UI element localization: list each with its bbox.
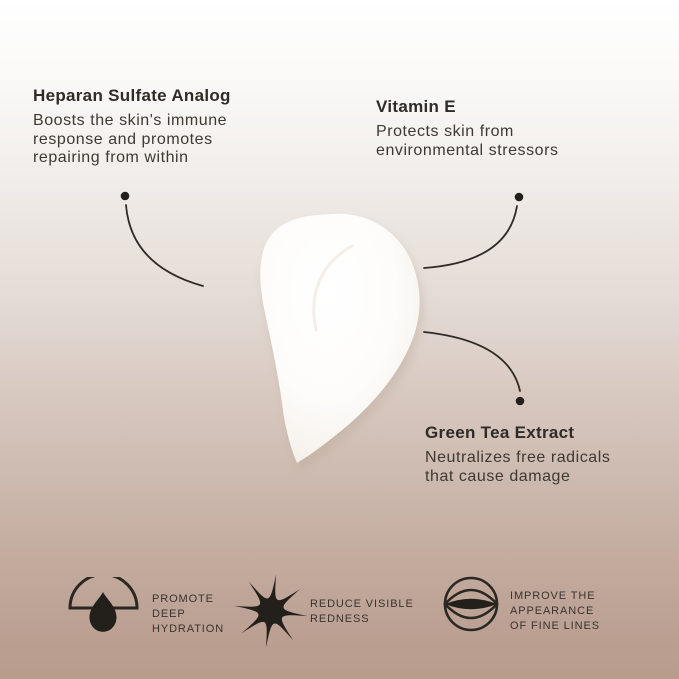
callout-line: Neutralizes free radicals <box>425 449 611 466</box>
callout-line: Boosts the skin's immune <box>33 112 228 129</box>
callout-title: Green Tea Extract <box>425 423 575 442</box>
benefit-label-line: APPEARANCE <box>510 605 595 617</box>
benefit-label-line: IMPROVE THE <box>510 590 596 602</box>
callout-title: Vitamin E <box>376 97 456 116</box>
callout-green-tea-extract <box>425 423 610 486</box>
heparan-connector-line <box>126 205 203 286</box>
benefit-label-fine-lines <box>510 589 600 634</box>
callout-line: that cause damage <box>425 467 571 485</box>
callout-line: response and promotes <box>33 130 213 148</box>
cream-swatch <box>260 214 419 463</box>
vitamin-e-connector-line <box>424 206 517 268</box>
vitamin-e-callout-dot <box>515 193 524 202</box>
benefit-label-redness <box>310 597 414 627</box>
benefit-label-line: OF FINE LINES <box>510 620 600 632</box>
benefit-label-line: PROMOTE <box>152 593 214 605</box>
benefit-label-line: REDNESS <box>310 613 370 625</box>
hydration-droplet-icon <box>66 577 141 643</box>
callout-line: repairing from within <box>33 149 189 166</box>
callout-line: Protects skin from <box>376 123 514 140</box>
benefit-label-hydration <box>152 592 224 637</box>
heparan-callout-dot <box>121 192 130 201</box>
green-tea-connector-line <box>424 332 520 391</box>
sphere-fine-lines-icon <box>441 574 501 634</box>
green-tea-callout-dot <box>516 397 525 406</box>
benefit-label-line: REDUCE VISIBLE <box>310 598 414 610</box>
benefit-label-line: HYDRATION <box>152 623 225 635</box>
callout-title: Heparan Sulfate Analog <box>33 86 231 105</box>
callout-heparan-sulfate-analog <box>33 86 231 168</box>
benefit-label-line: DEEP <box>152 608 186 620</box>
starburst-icon <box>231 571 311 651</box>
callout-vitamin-e <box>376 97 559 160</box>
callout-line: environmental stressors <box>376 141 559 159</box>
